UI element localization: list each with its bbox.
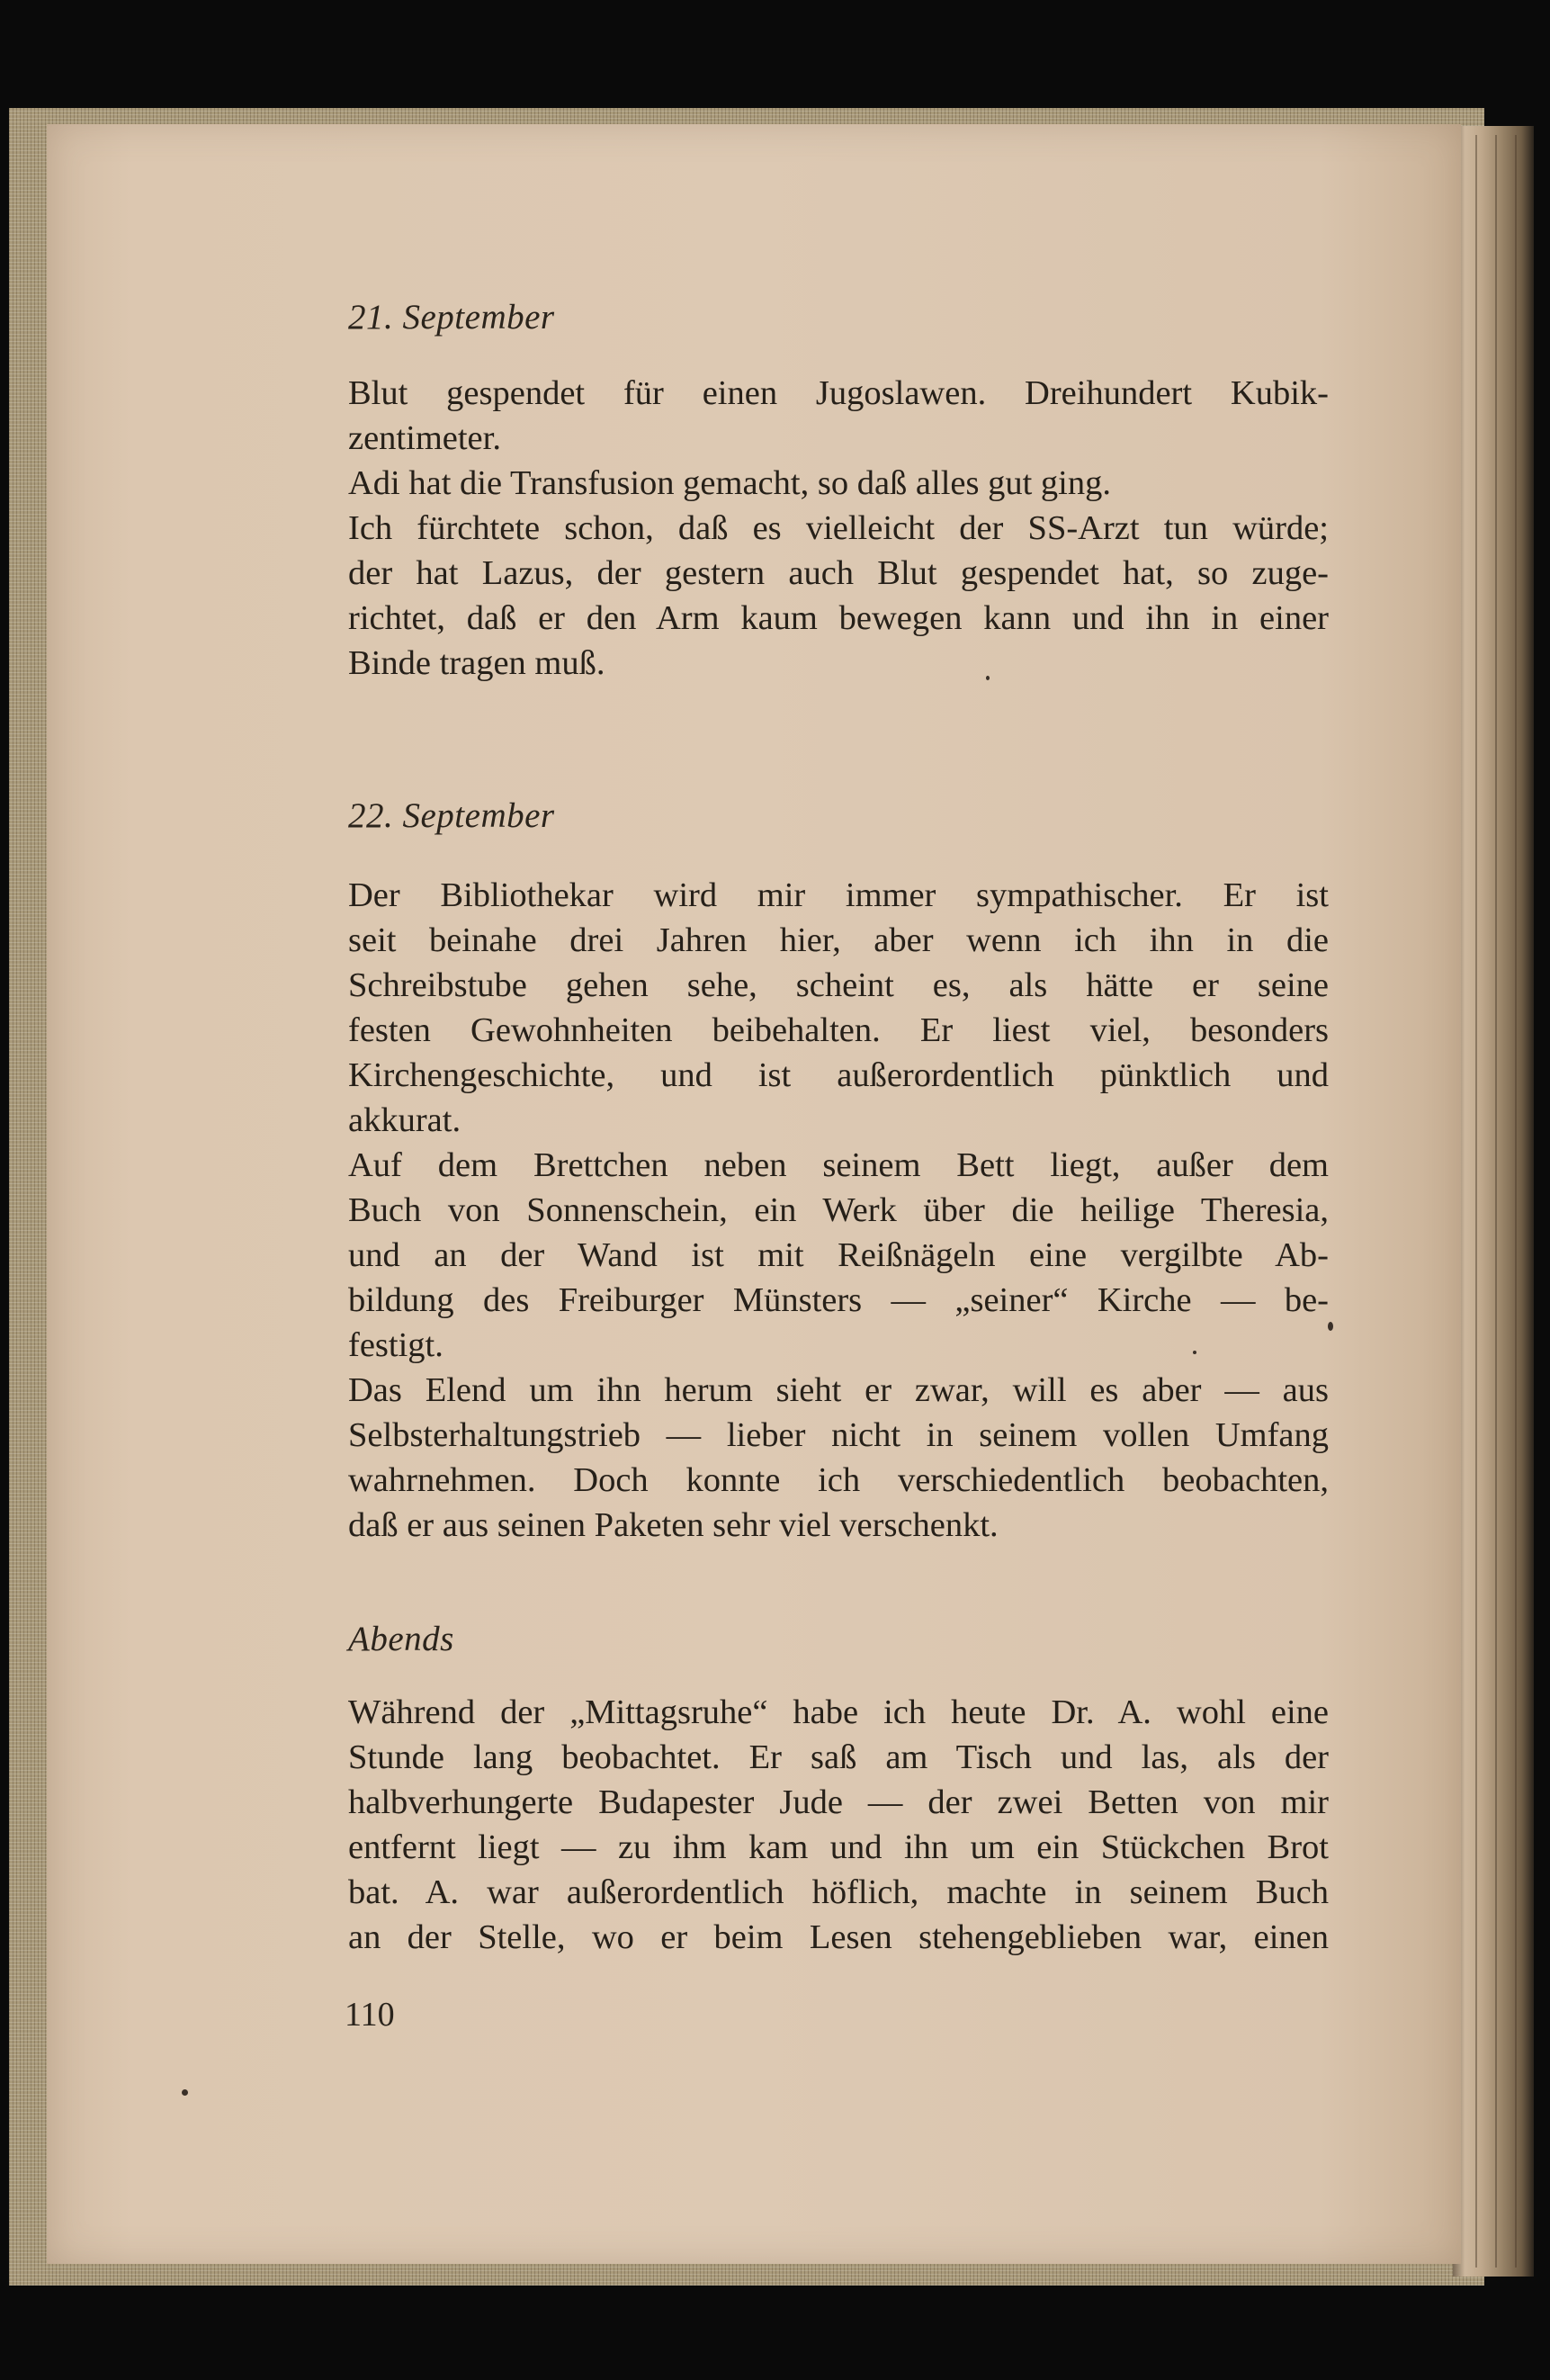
text-line: zentimeter. <box>348 419 501 457</box>
text-line: Adi hat die Transfusion gemacht, so daß alles gut ging. <box>348 464 1111 502</box>
text-line: Stunde lang beobachtet. Er saß am Tisch und las, als der <box>348 1738 1329 1776</box>
text-line: seit beinahe drei Jahren hier, aber wenn ich ihn in die <box>348 921 1329 959</box>
text-line: Während der „Mittagsruhe“ habe ich heute Dr. A. wohl eine <box>348 1693 1329 1731</box>
entry-body-abends <box>348 1690 1329 1960</box>
text-line: Selbsterhaltungstrieb — lieber nicht in seinem vollen Umfang <box>348 1416 1329 1454</box>
scan-speck <box>1193 1351 1196 1354</box>
text-line: Kirchengeschichte, und ist außerordentlich pünktlich und <box>348 1056 1329 1094</box>
text-line: bat. A. war außerordentlich höflich, machte in seinem Buch <box>348 1873 1329 1911</box>
entry-heading-21-september: 21. September <box>348 298 555 337</box>
page-number: 110 <box>345 1996 395 2034</box>
text-line: der hat Lazus, der gestern auch Blut gespendet hat, so zuge- <box>348 554 1329 592</box>
entry-body-21-september <box>348 371 1329 686</box>
text-line: an der Stelle, wo er beim Lesen stehengeblieben war, einen <box>348 1918 1329 1956</box>
page-edges <box>1453 126 1534 2277</box>
page-edge-line <box>1475 135 1477 2268</box>
text-line: Blut gespendet für einen Jugoslawen. Dreihundert Kubik- <box>348 374 1329 412</box>
page-edge-line <box>1515 135 1517 2268</box>
entry-heading-22-september: 22. September <box>348 796 555 835</box>
text-line: daß er aus seinen Paketen sehr viel verschenkt. <box>348 1506 999 1544</box>
text-line: Das Elend um ihn herum sieht er zwar, will es aber — aus <box>348 1371 1329 1409</box>
text-line: Der Bibliothekar wird mir immer sympathischer. Er ist <box>348 876 1329 914</box>
scan-speck <box>986 676 990 680</box>
text-line: entfernt liegt — zu ihm kam und ihn um ein Stückchen Brot <box>348 1828 1329 1866</box>
scan-speck <box>1328 1322 1333 1331</box>
entry-body-22-september <box>348 873 1329 1548</box>
text-line: bildung des Freiburger Münsters — „seiner“ Kirche — be- <box>348 1281 1329 1319</box>
scan-speck <box>182 2089 188 2096</box>
text-line: festigt. <box>348 1326 443 1364</box>
text-line: Buch von Sonnenschein, ein Werk über die heilige Theresia, <box>348 1191 1329 1229</box>
text-line: Auf dem Brettchen neben seinem Bett liegt, außer dem <box>348 1146 1329 1184</box>
text-line: Binde tragen muß. <box>348 644 605 682</box>
text-line: wahrnehmen. Doch konnte ich verschiedentlich beobachten, <box>348 1461 1329 1499</box>
page-edge-line <box>1495 135 1497 2268</box>
text-line: festen Gewohnheiten beibehalten. Er liest viel, besonders <box>348 1011 1329 1049</box>
text-line: Ich fürchtete schon, daß es vielleicht der SS-Arzt tun würde; <box>348 509 1329 547</box>
text-line: richtet, daß er den Arm kaum bewegen kann und ihn in einer <box>348 599 1329 637</box>
text-line: und an der Wand ist mit Reißnägeln eine vergilbte Ab- <box>348 1236 1329 1274</box>
text-line: halbverhungerte Budapester Jude — der zwei Betten von mir <box>348 1783 1329 1821</box>
text-line: akkurat. <box>348 1101 461 1139</box>
text-line: Schreibstube gehen sehe, scheint es, als hätte er seine <box>348 966 1329 1004</box>
entry-heading-abends: Abends <box>348 1620 454 1658</box>
